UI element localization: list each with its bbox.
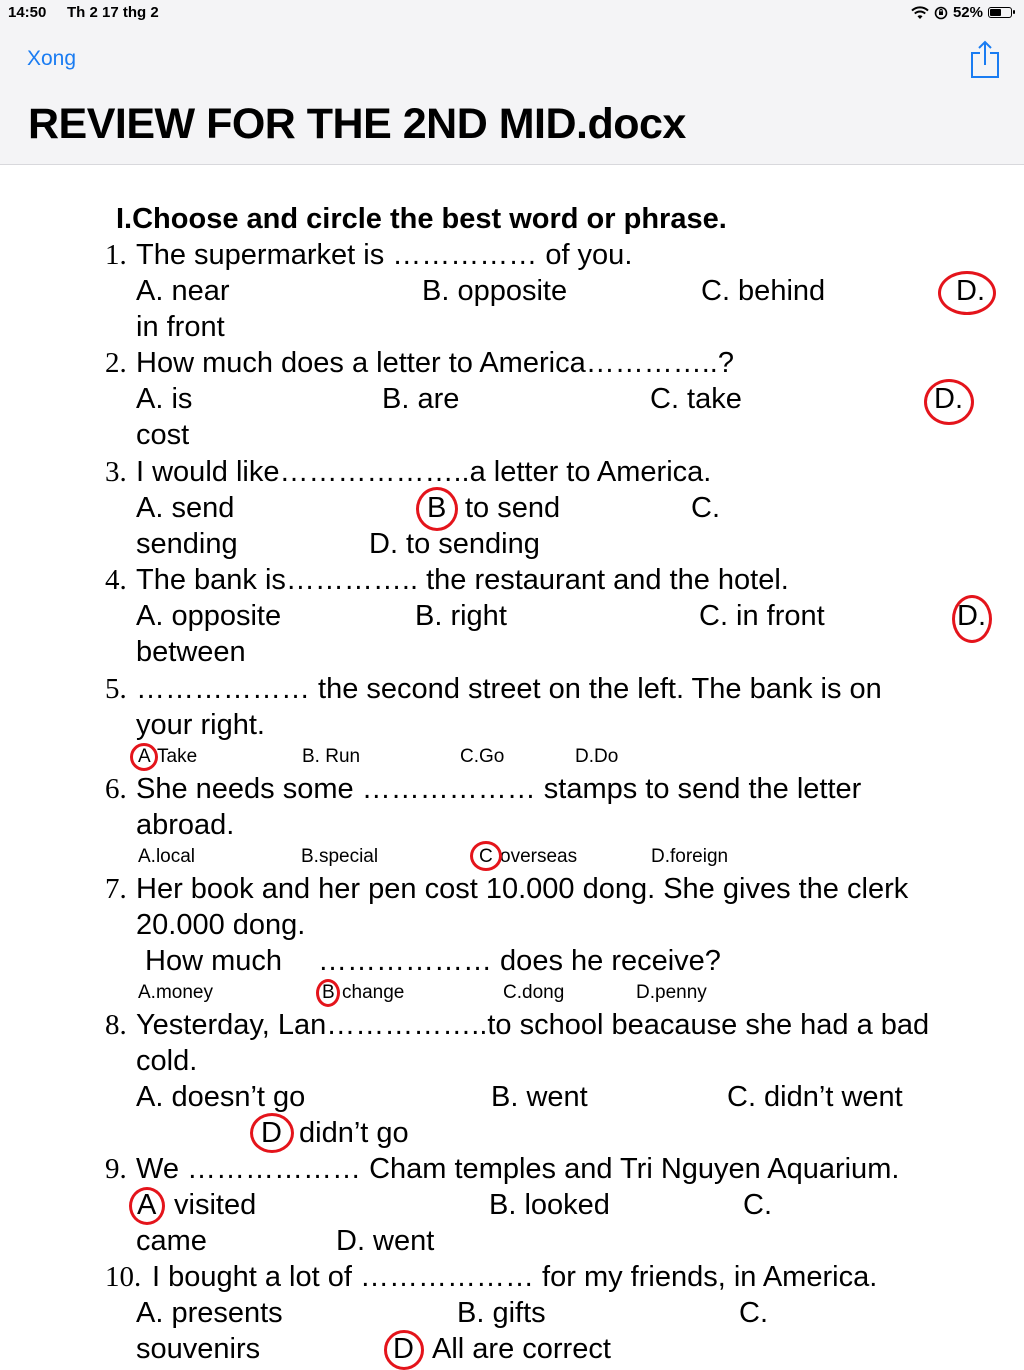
answer-option: in front [136, 311, 225, 343]
question-text: 20.000 dong. [136, 909, 306, 941]
question-text: She needs some ……………… stamps to send the letter [136, 773, 862, 805]
answer-option: C. [739, 1297, 768, 1329]
answer-option: visited [174, 1189, 257, 1221]
answer-option: C. take [650, 383, 742, 415]
answer-option: didn’t go [299, 1117, 409, 1149]
answer-option: D. [934, 383, 963, 415]
answer-option: overseas [500, 846, 578, 867]
share-icon[interactable] [968, 40, 1002, 80]
answer-circle-mark [384, 1330, 424, 1370]
question-number: 4. [105, 564, 127, 596]
question-text: cold. [136, 1045, 198, 1077]
battery-percent: 52% [952, 4, 983, 21]
question-text: The bank is………….. the restaurant and the hotel. [136, 564, 789, 596]
orientation-lock-icon [934, 6, 948, 20]
answer-option: change [342, 982, 405, 1003]
answer-option: between [136, 636, 246, 668]
answer-circle-mark [470, 841, 502, 871]
answer-option: A. is [136, 383, 193, 415]
answer-option: C. didn’t went [727, 1081, 903, 1113]
answer-option: Take [157, 746, 198, 767]
answer-option: D. [957, 600, 986, 632]
answer-option: C. [691, 492, 720, 524]
answer-circle-mark [316, 979, 340, 1007]
question-number: 2. [105, 347, 127, 379]
answer-option: D. went [336, 1225, 435, 1257]
answer-option: sending [136, 528, 238, 560]
answer-option: C [479, 846, 493, 867]
question-text: I bought a lot of ……………… for my friends, in America. [152, 1261, 878, 1293]
answer-option: came [136, 1225, 207, 1257]
answer-option: A. opposite [136, 600, 282, 632]
answer-option: A. send [136, 492, 235, 524]
answer-option: D.foreign [651, 846, 729, 867]
question-text: How much [145, 945, 282, 977]
question-text: How much does a letter to America…………..? [136, 347, 734, 379]
question-number: 6. [105, 773, 127, 805]
answer-circle-mark [250, 1113, 294, 1153]
answer-circle-mark [952, 595, 992, 643]
answer-option: A [138, 746, 151, 767]
question-number: 5. [105, 673, 127, 705]
answer-option: D. to sending [369, 528, 540, 560]
question-text: Her book and her pen cost 10.000 dong. She gives the clerk [136, 873, 909, 905]
done-button[interactable]: Xong [27, 47, 77, 70]
answer-option: A.money [138, 982, 213, 1003]
question-text: Yesterday, Lan……………..to school beacause she had a bad [136, 1009, 930, 1041]
question-text: your right. [136, 709, 265, 741]
answer-option: B. right [415, 600, 507, 632]
answer-option: B. Run [302, 746, 361, 767]
answer-option: to send [465, 492, 561, 524]
answer-option: B [427, 492, 447, 524]
answer-option: A.local [138, 846, 196, 867]
document-page [0, 165, 1024, 1365]
answer-circle-mark [938, 271, 996, 315]
answer-option: B. opposite [422, 275, 568, 307]
status-date: Th 2 17 thg 2 [67, 4, 159, 21]
answer-circle-mark [129, 1187, 165, 1225]
document-title: REVIEW FOR THE 2ND MID.docx [28, 100, 686, 148]
answer-circle-mark [130, 743, 158, 771]
answer-option: C. [743, 1189, 772, 1221]
question-number: 8. [105, 1009, 127, 1041]
question-text: ……………… does he receive? [318, 945, 721, 977]
status-bar [0, 0, 1024, 26]
question-number: 9. [105, 1153, 127, 1185]
question-text: abroad. [136, 809, 235, 841]
status-time: 14:50 [8, 4, 47, 21]
answer-option: B. went [491, 1081, 588, 1113]
answer-option: C.Go [460, 746, 505, 767]
answer-option: A [137, 1189, 157, 1221]
wifi-icon [911, 6, 929, 20]
question-text: I would like………………..a letter to America. [136, 456, 712, 488]
answer-option: B. gifts [457, 1297, 546, 1329]
battery-icon [988, 7, 1012, 18]
answer-option: All are correct [432, 1333, 611, 1365]
answer-option: A. doesn’t go [136, 1081, 306, 1113]
answer-option: C. in front [699, 600, 825, 632]
question-text: ……………… the second street on the left. The bank is on [136, 673, 882, 705]
answer-option: C. behind [701, 275, 826, 307]
answer-circle-mark [924, 379, 974, 425]
answer-circle-mark [416, 487, 458, 531]
answer-option: B. looked [489, 1189, 610, 1221]
answer-option: A. presents [136, 1297, 283, 1329]
question-number: 3. [105, 456, 127, 488]
status-indicators [911, 4, 1012, 21]
question-number: 7. [105, 873, 127, 905]
answer-option: D [393, 1333, 414, 1365]
answer-option: D. [956, 275, 985, 307]
document-header [0, 26, 1024, 165]
question-number: 1. [105, 239, 127, 271]
answer-option: D.penny [636, 982, 707, 1003]
answer-option: A. near [136, 275, 230, 307]
answer-option: B.special [301, 846, 379, 867]
answer-option: souvenirs [136, 1333, 261, 1365]
question-number: 10. [105, 1261, 142, 1293]
answer-option: C.dong [503, 982, 565, 1003]
section-heading: I.Choose and circle the best word or phrase. [116, 203, 727, 235]
answer-option: B [322, 982, 335, 1003]
answer-option: B. are [382, 383, 460, 415]
answer-option: cost [136, 419, 190, 451]
question-text: The supermarket is …………… of you. [136, 239, 633, 271]
answer-option: D.Do [575, 746, 619, 767]
question-text: We ……………… Cham temples and Tri Nguyen Aquarium. [136, 1153, 900, 1185]
answer-option: D [261, 1117, 282, 1149]
